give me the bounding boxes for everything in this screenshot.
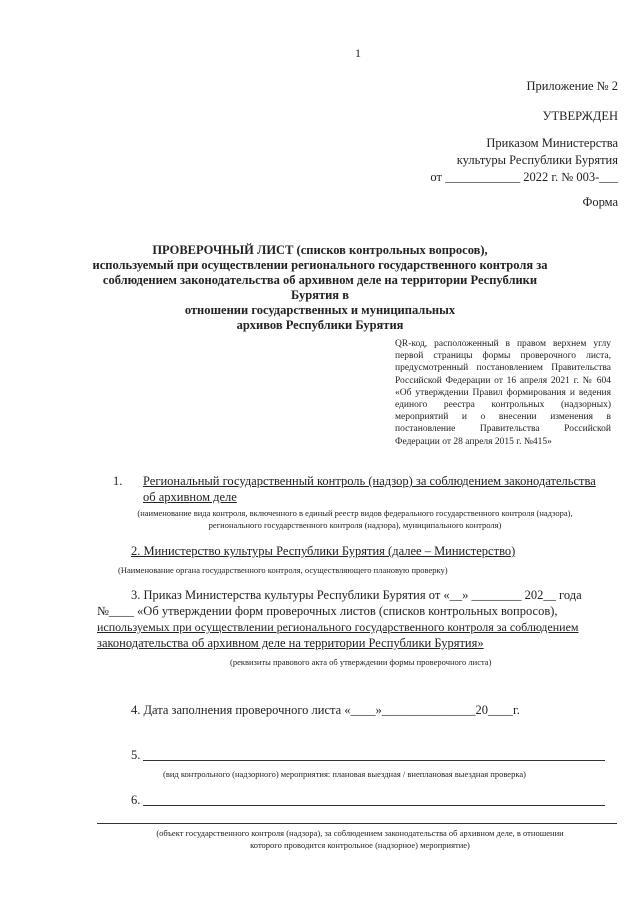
form-label: Форма [582, 195, 618, 209]
title-line-4: отношении государственных и муниципальных [184, 303, 456, 317]
item-6-caption-a: (объект государственного контроля (надзора), за соблюдением законодательства об архивном деле, в отношении [156, 828, 564, 838]
page-number: 1 [355, 46, 361, 60]
item-4-date-field[interactable]: 4. Дата заполнения проверочного листа «____»_______________20____г. [131, 703, 520, 717]
item-3-line-1: 3. Приказ Министерства культуры Республики Бурятия от «__» ________ 202__ года [131, 588, 582, 602]
item-3-caption: (реквизиты правового акта об утверждении формы проверочного листа) [230, 657, 492, 667]
title-line-5: архивов Республики Бурятия [236, 318, 404, 332]
item-1-text-a: Региональный государственный контроль (надзор) за соблюдением законодательства [143, 474, 596, 488]
item-6-input-line-2[interactable] [97, 823, 617, 824]
title-line-1: ПРОВЕРОЧНЫЙ ЛИСТ (списков контрольных вопросов), [152, 243, 488, 257]
item-1-text-b: об архивном деле [143, 490, 237, 504]
item-5-caption: (вид контрольного (надзорного) мероприятия: плановая выездная / внеплановая выездная проверка) [163, 769, 526, 779]
qr-code-note: QR-код, расположенный в правом верхнем углу первой страницы формы проверочного листа, предусмотренный постановлением Правительства Российской Федерации от 16 апреля 2021 г. № 604 «Об утверждении Правил формирования и ведения единого реестра контрольных (надзорных) мероприятий и о внесении изменения в постановление Правительства Российской Федерации от 28 апреля 2015 г. №415» [395, 339, 611, 447]
document-title [90, 243, 550, 333]
item-2-text: 2. Министерство культуры Республики Бурятия (далее – Министерство) [131, 544, 516, 558]
item-3-line-3: используемых при осуществлении регионального государственного контроля за соблюдением [97, 620, 579, 634]
item-1-number: 1. [113, 474, 123, 488]
approved-label: УТВЕРЖДЕН [542, 109, 618, 123]
order-block [430, 135, 618, 186]
item-6-number: 6. [131, 793, 141, 807]
item-6-caption-b: которого проводится контрольное (надзорное) мероприятие) [250, 840, 470, 850]
item-1-caption-b: регионального государственного контроля (надзора), муниципального контроля) [208, 520, 502, 530]
item-1-caption [90, 507, 620, 531]
item-3-line-2: №____ «Об утверждении форм проверочных листов (списков контрольных вопросов), [97, 604, 558, 618]
order-line-3: от ____________ 2022 г. № 003-___ [430, 170, 618, 184]
item-5-number: 5. [131, 748, 141, 762]
item-6-caption [90, 827, 630, 851]
item-2-caption: (Наименование органа государственного контроля, осуществляющего плановую проверку) [118, 565, 448, 575]
item-1-caption-a: (наименование вида контроля, включенного в единый реестр видов федерального государственного контроля (надзора), [137, 508, 573, 518]
title-line-3: соблюдением законодательства об архивном деле на территории Республики Бурятия в [102, 273, 538, 302]
title-line-2: используемый при осуществлении регионального государственного контроля за [92, 258, 548, 272]
item-5-input-line[interactable] [143, 760, 605, 761]
order-line-2: культуры Республики Бурятия [456, 153, 618, 167]
appendix-label: Приложение № 2 [526, 79, 618, 93]
item-6-input-line[interactable] [143, 805, 605, 806]
item-3-line-4: законодательства об архивном деле на территории Республики Бурятия» [97, 636, 484, 650]
order-line-1: Приказом Министерства [486, 136, 618, 150]
